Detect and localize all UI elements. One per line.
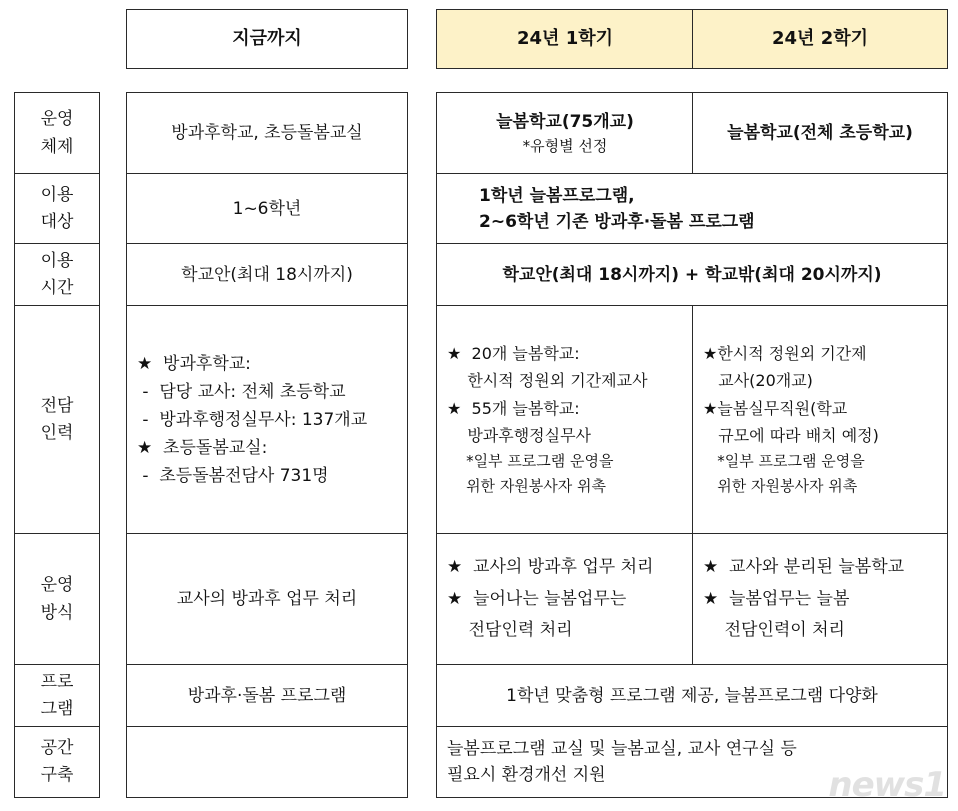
staff-sem1-line2: 한시적 정원외 기간제교사 <box>447 371 648 391</box>
method-sem1-line1: ★ 교사의 방과후 업무 처리 <box>447 557 654 578</box>
method-sem1 <box>436 533 694 666</box>
header-now <box>126 9 408 69</box>
staff-now-line1: ★ 방과후학교: <box>137 353 251 374</box>
time-merged <box>436 243 948 307</box>
staff-sem2-line3: ★늘봄실무직원(학교 <box>703 398 848 418</box>
label-staff-line2: 인력 <box>40 423 74 443</box>
time-merged-text: 학교안(최대 18시까지) + 학교밖(최대 20시까지) <box>502 264 882 285</box>
header-sem1-text: 24년 1학기 <box>516 28 613 50</box>
staff-sem2 <box>692 305 948 535</box>
space-now <box>126 726 408 798</box>
staff-sem1 <box>436 305 694 535</box>
header-sem2-text: 24년 2학기 <box>771 28 868 50</box>
system-sem1 <box>436 92 694 175</box>
label-space-line2: 구축 <box>40 765 74 785</box>
staff-sem1-line3: ★ 55개 늘봄학교: <box>447 398 580 418</box>
target-now-text: 1~6학년 <box>232 198 302 219</box>
header-sem2 <box>692 9 948 69</box>
space-merged-line1: 늘봄프로그램 교실 및 늘봄교실, 교사 연구실 등 <box>447 738 797 759</box>
staff-sem2-line2: 교사(20개교) <box>703 371 813 391</box>
staff-sem2-line6: 위한 자원봉사자 위촉 <box>703 477 858 496</box>
staff-sem1-line5: *일부 프로그램 운영을 <box>447 451 614 470</box>
label-staff-line1: 전담 <box>40 395 74 416</box>
system-sem2-text: 늘봄학교(전체 초등학교) <box>727 123 913 144</box>
label-system-line2: 체제 <box>40 136 74 157</box>
method-now <box>126 533 408 666</box>
system-now <box>126 92 408 175</box>
staff-now-line4: ★ 초등돌봄교실: <box>137 438 268 459</box>
staff-sem1-line1: ★ 20개 늘봄학교: <box>447 344 580 364</box>
system-sem1-note: *유형별 선정 <box>522 137 608 156</box>
label-method-line1: 운영 <box>40 575 74 596</box>
method-sem2 <box>692 533 948 666</box>
target-merged-line1: 1학년 늘봄프로그램, <box>479 185 635 206</box>
staff-sem2-line4: 규모에 따라 배치 예정) <box>703 425 879 445</box>
label-method <box>14 533 100 666</box>
target-merged-line2: 2~6학년 기존 방과후·돌봄 프로그램 <box>479 212 755 232</box>
target-merged <box>436 173 948 245</box>
label-program-line2: 그램 <box>40 699 74 719</box>
label-target-line1: 이용 <box>40 184 74 205</box>
system-now-text: 방과후학교, 초등돌봄교실 <box>171 123 363 144</box>
space-merged-line2: 필요시 환경개선 지원 <box>447 765 606 785</box>
method-sem2-line2: ★ 늘봄업무는 늘봄 <box>703 588 850 609</box>
method-sem1-line3: 전담인력 처리 <box>447 620 573 641</box>
target-now <box>126 173 408 245</box>
staff-now-line5: - 초등돌봄전담사 731명 <box>137 466 329 487</box>
label-time-line2: 시간 <box>40 278 74 298</box>
label-target-line2: 대상 <box>40 212 74 232</box>
label-system <box>14 92 100 175</box>
time-now-text: 학교안(최대 18시까지) <box>181 264 353 285</box>
header-sem1 <box>436 9 694 69</box>
method-sem2-line3: 전담인력이 처리 <box>703 620 845 641</box>
method-sem1-line2: ★ 늘어나는 늘봄업무는 <box>447 588 627 609</box>
system-sem1-main: 늘봄학교(75개교) <box>496 111 634 132</box>
header-now-text: 지금까지 <box>232 28 302 50</box>
time-now <box>126 243 408 307</box>
label-program <box>14 664 100 728</box>
program-merged-text: 1학년 맞춤형 프로그램 제공, 늘봄프로그램 다양화 <box>506 685 878 706</box>
label-system-line1: 운영 <box>40 109 74 130</box>
system-sem2 <box>692 92 948 175</box>
staff-sem1-line6: 위한 자원봉사자 위촉 <box>447 477 607 496</box>
program-now-text: 방과후·돌봄 프로그램 <box>187 685 347 706</box>
label-time-line1: 이용 <box>40 250 74 271</box>
label-time <box>14 243 100 307</box>
news1-watermark-logo: news1 <box>828 765 946 805</box>
label-target <box>14 173 100 245</box>
staff-sem2-line5: *일부 프로그램 운영을 <box>703 451 865 470</box>
program-now <box>126 664 408 728</box>
staff-now <box>126 305 408 535</box>
staff-now-line3: - 방과후행정실무사: 137개교 <box>137 409 368 430</box>
staff-sem2-line1: ★한시적 정원외 기간제 <box>703 344 867 364</box>
method-now-text: 교사의 방과후 업무 처리 <box>176 589 358 610</box>
staff-sem1-line4: 방과후행정실무사 <box>447 425 591 445</box>
method-sem2-line1: ★ 교사와 분리된 늘봄학교 <box>703 557 905 578</box>
label-staff <box>14 305 100 535</box>
label-program-line1: 프로 <box>40 671 74 692</box>
staff-now-line2: - 담당 교사: 전체 초등학교 <box>137 381 346 402</box>
label-method-line2: 방식 <box>40 602 74 623</box>
label-space-line1: 공간 <box>40 737 74 758</box>
program-merged <box>436 664 948 728</box>
label-space <box>14 726 100 798</box>
